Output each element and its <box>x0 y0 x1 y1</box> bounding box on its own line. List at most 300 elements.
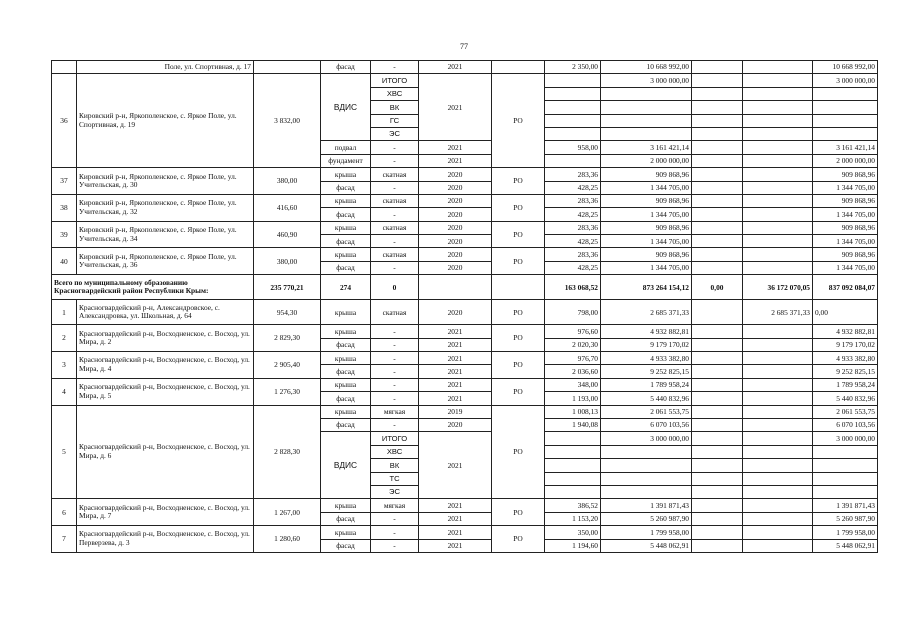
table-cell <box>743 432 813 445</box>
total-cell <box>813 472 878 485</box>
work-item-cell: фасад <box>321 181 371 194</box>
cost-cell: 1 789 958,24 <box>601 378 692 391</box>
table-cell: - <box>371 392 419 405</box>
subsystem-cell: ТС <box>371 472 419 485</box>
table-cell <box>743 338 813 351</box>
total-cell: 3 000 000,00 <box>813 74 878 87</box>
table-cell: - <box>371 235 419 248</box>
total-cell <box>813 114 878 127</box>
table-cell: - <box>371 61 419 74</box>
work-item-cell: крыша <box>321 378 371 391</box>
work-item-cell: фасад <box>321 235 371 248</box>
table-row <box>52 248 878 261</box>
year-cell: 2020 <box>419 194 492 207</box>
fund-cell: РО <box>492 526 545 553</box>
table-cell <box>743 154 813 167</box>
address-cell: Поле, ул. Спортивная, д. 17 <box>77 61 254 74</box>
cost-cell: 1 799 958,00 <box>601 526 692 539</box>
area-cell: 348,00 <box>545 378 601 391</box>
year-cell: 2020 <box>419 300 492 325</box>
table-cell: - <box>371 418 419 431</box>
area-cell: 283,36 <box>545 168 601 181</box>
table-cell <box>743 352 813 365</box>
table-cell <box>743 512 813 525</box>
table-cell <box>692 405 743 418</box>
table-cell <box>692 61 743 74</box>
vdis-cell: ВДИС <box>321 432 371 499</box>
cost-cell: 909 868,96 <box>601 248 692 261</box>
total-cell: 1 344 705,00 <box>813 181 878 194</box>
square-cell: 954,30 <box>254 300 321 325</box>
area-cell: 976,70 <box>545 352 601 365</box>
table-cell <box>743 235 813 248</box>
area-cell: 958,00 <box>545 141 601 154</box>
total-cell: 1 344 705,00 <box>813 208 878 221</box>
fund-cell: РО <box>492 378 545 405</box>
area-cell <box>545 101 601 114</box>
cost-cell: 909 868,96 <box>601 194 692 207</box>
table-cell <box>743 114 813 127</box>
area-cell: 1 940,08 <box>545 418 601 431</box>
square-cell: 1 276,30 <box>254 378 321 405</box>
area-cell <box>545 87 601 100</box>
fund-cell: РО <box>492 248 545 275</box>
table-cell <box>692 526 743 539</box>
cost-cell: 909 868,96 <box>601 168 692 181</box>
area-cell: 428,25 <box>545 208 601 221</box>
table-cell <box>743 248 813 261</box>
subsystem-cell: ИТОГО <box>371 74 419 87</box>
cost-cell <box>601 459 692 472</box>
cost-cell: 5 440 832,96 <box>601 392 692 405</box>
table-cell <box>743 325 813 338</box>
table-cell <box>692 472 743 485</box>
area-cell: 386,52 <box>545 499 601 512</box>
table-row <box>52 499 878 512</box>
year-cell: 2021 <box>419 365 492 378</box>
area-cell: 350,00 <box>545 526 601 539</box>
address-cell: Кировский р-н, Яркополенское, с. Яркое Поле, ул. Учительская, д. 34 <box>77 221 254 248</box>
total-cell: 909 868,96 <box>813 221 878 234</box>
table-cell <box>743 365 813 378</box>
fund-cell: РО <box>492 499 545 526</box>
table-cell <box>692 127 743 140</box>
table-cell <box>692 181 743 194</box>
row-number: 38 <box>52 194 77 221</box>
table-cell: - <box>371 526 419 539</box>
table-cell <box>692 338 743 351</box>
work-item-cell: фасад <box>321 512 371 525</box>
total-cell <box>813 127 878 140</box>
table-cell <box>52 61 77 74</box>
total-cell: 3 000 000,00 <box>813 432 878 445</box>
year-cell: 2020 <box>419 221 492 234</box>
area-cell: 1 008,13 <box>545 405 601 418</box>
table-cell <box>743 141 813 154</box>
cost-cell: 1 391 871,43 <box>601 499 692 512</box>
page-number: 77 <box>460 42 468 51</box>
address-cell: Кировский р-н, Яркополенское, с. Яркое Поле, ул. Учительская, д. 30 <box>77 168 254 195</box>
table-cell <box>692 365 743 378</box>
total-cell: 9 252 825,15 <box>813 365 878 378</box>
cost-cell: 9 179 170,02 <box>601 338 692 351</box>
year-cell: 2020 <box>419 235 492 248</box>
table-cell <box>692 512 743 525</box>
address-cell: Красногвардейский р-н, Восходненское, с. Восход, ул. Мира, д. 7 <box>77 499 254 526</box>
cost-cell: 1 344 705,00 <box>601 261 692 274</box>
cost-cell: 6 070 103,56 <box>601 418 692 431</box>
address-cell: Красногвардейский р-н, Восходненское, с. Восход, ул. Мира, д. 6 <box>77 405 254 499</box>
cost-cell <box>601 445 692 458</box>
cost-cell: 9 252 825,15 <box>601 365 692 378</box>
area-cell: 283,36 <box>545 221 601 234</box>
total-square: 235 770,21 <box>254 275 321 300</box>
address-cell: Кировский р-н, Яркополенское, с. Яркое Поле, ул. Учительская, д. 32 <box>77 194 254 221</box>
total-cell: 1 344 705,00 <box>813 235 878 248</box>
total-cell: 3 161 421,14 <box>813 141 878 154</box>
table-row <box>52 194 878 207</box>
work-item-cell: фасад <box>321 392 371 405</box>
year-cell: 2021 <box>419 539 492 552</box>
area-cell: 798,00 <box>545 300 601 325</box>
year-cell: 2021 <box>419 499 492 512</box>
table-cell: скатная <box>371 248 419 261</box>
total-cell: 10 668 992,00 <box>813 61 878 74</box>
table-row <box>52 221 878 234</box>
year-cell: 2021 <box>419 325 492 338</box>
address-cell: Кировский р-н, Яркополенское, с. Яркое Поле, ул. Спортивная, д. 19 <box>77 74 254 168</box>
work-item-cell: фасад <box>321 418 371 431</box>
square-cell: 380,00 <box>254 248 321 275</box>
table-cell: - <box>371 512 419 525</box>
cost-cell: 3 000 000,00 <box>601 432 692 445</box>
table-cell <box>692 208 743 221</box>
table-cell <box>743 101 813 114</box>
table-row <box>52 378 878 391</box>
fund-cell: РО <box>492 352 545 379</box>
area-cell: 428,25 <box>545 181 601 194</box>
work-item-cell: крыша <box>321 325 371 338</box>
table-cell <box>743 405 813 418</box>
work-item-cell: подвал <box>321 141 371 154</box>
subsystem-cell: ЭС <box>371 485 419 498</box>
table-cell: - <box>371 365 419 378</box>
table-cell <box>743 459 813 472</box>
cost-cell: 3 000 000,00 <box>601 74 692 87</box>
table-cell <box>743 499 813 512</box>
table-cell <box>692 141 743 154</box>
total-cell: 909 868,96 <box>813 168 878 181</box>
c2-cell: 2 685 371,33 <box>743 300 813 325</box>
area-cell: 1 193,00 <box>545 392 601 405</box>
table-cell <box>692 87 743 100</box>
address-cell: Кировский р-н, Яркополенское, с. Яркое Поле, ул. Учительская, д. 36 <box>77 248 254 275</box>
year-cell: 2021 <box>419 512 492 525</box>
year-cell: 2021 <box>419 74 492 141</box>
table-cell <box>692 352 743 365</box>
total-cost: 873 264 154,12 <box>601 275 692 300</box>
work-item-cell: фасад <box>321 208 371 221</box>
table-row <box>52 526 878 539</box>
square-cell: 416,60 <box>254 194 321 221</box>
year-cell: 2021 <box>419 61 492 74</box>
cost-cell: 4 932 882,81 <box>601 325 692 338</box>
year-cell: 2019 <box>419 405 492 418</box>
total-total: 837 092 084,07 <box>813 275 878 300</box>
subsystem-cell: ИТОГО <box>371 432 419 445</box>
table-cell <box>692 114 743 127</box>
year-cell: 2021 <box>419 432 492 499</box>
row-number: 39 <box>52 221 77 248</box>
table-cell: - <box>371 181 419 194</box>
table-cell: скатная <box>371 168 419 181</box>
table-cell <box>743 127 813 140</box>
total-cell: 909 868,96 <box>813 248 878 261</box>
work-item-cell: крыша <box>321 300 371 325</box>
square-cell: 1 280,60 <box>254 526 321 553</box>
address-cell: Красногвардейский р-н, Восходненское, с. Восход, ул. Мира, д. 2 <box>77 325 254 352</box>
total-c2: 36 172 070,05 <box>743 275 813 300</box>
row-number: 36 <box>52 74 77 168</box>
work-item-cell: фундамент <box>321 154 371 167</box>
total-area: 163 068,52 <box>545 275 601 300</box>
year-cell: 2020 <box>419 168 492 181</box>
total-cell: 5 448 062,91 <box>813 539 878 552</box>
work-item-cell: фасад <box>321 261 371 274</box>
cost-cell <box>601 485 692 498</box>
area-cell: 428,25 <box>545 235 601 248</box>
area-cell: 428,25 <box>545 261 601 274</box>
cost-cell: 4 933 382,80 <box>601 352 692 365</box>
fund-cell: РО <box>492 168 545 195</box>
table-cell <box>692 378 743 391</box>
table-cell <box>692 74 743 87</box>
work-item-cell: крыша <box>321 352 371 365</box>
year-cell: 2021 <box>419 392 492 405</box>
table-cell: - <box>371 338 419 351</box>
table-cell <box>743 221 813 234</box>
cost-cell: 1 344 705,00 <box>601 235 692 248</box>
subsystem-cell: ВК <box>371 101 419 114</box>
row-number: 1 <box>52 300 77 325</box>
area-cell <box>545 485 601 498</box>
table-cell <box>419 275 492 300</box>
table-cell: - <box>371 378 419 391</box>
row-number: 40 <box>52 248 77 275</box>
subsystem-cell: ГС <box>371 114 419 127</box>
area-cell: 283,36 <box>545 248 601 261</box>
table-cell <box>743 445 813 458</box>
table-cell <box>743 87 813 100</box>
table-cell <box>692 235 743 248</box>
work-item-cell: крыша <box>321 194 371 207</box>
total-cell: 2 000 000,00 <box>813 154 878 167</box>
table-cell <box>692 168 743 181</box>
total-cell <box>813 459 878 472</box>
table-cell <box>692 248 743 261</box>
fund-cell: РО <box>492 74 545 168</box>
fund-cell: РО <box>492 194 545 221</box>
year-cell: 2020 <box>419 261 492 274</box>
area-cell <box>545 154 601 167</box>
table-cell: - <box>371 352 419 365</box>
area-cell <box>545 445 601 458</box>
total-cell: 1 789 958,24 <box>813 378 878 391</box>
cost-cell: 5 448 062,91 <box>601 539 692 552</box>
work-item-cell: крыша <box>321 526 371 539</box>
vdis-cell: ВДИС <box>321 74 371 141</box>
work-item-cell: крыша <box>321 405 371 418</box>
table-cell <box>743 74 813 87</box>
work-item-cell: фасад <box>321 61 371 74</box>
table-cell <box>692 539 743 552</box>
subsystem-cell: ВК <box>371 459 419 472</box>
table-cell <box>743 485 813 498</box>
area-cell <box>545 459 601 472</box>
table-cell <box>692 499 743 512</box>
table-row <box>52 168 878 181</box>
row-number: 4 <box>52 378 77 405</box>
square-cell: 2 828,30 <box>254 405 321 499</box>
square-cell: 2 829,30 <box>254 325 321 352</box>
cost-cell <box>601 87 692 100</box>
total-cell: 5 260 987,90 <box>813 512 878 525</box>
year-cell: 2020 <box>419 418 492 431</box>
table-cell <box>692 194 743 207</box>
table-cell <box>743 539 813 552</box>
table-cell <box>743 378 813 391</box>
area-cell: 2 036,60 <box>545 365 601 378</box>
total-cell <box>813 445 878 458</box>
total-label: Всего по муниципальному образованию Красногвардейский район Республики Крым: <box>52 275 254 300</box>
subsystem-cell: ХВС <box>371 87 419 100</box>
work-item-cell: крыша <box>321 248 371 261</box>
total-cell: 5 440 832,96 <box>813 392 878 405</box>
subsystem-cell: ЭС <box>371 127 419 140</box>
fund-cell: РО <box>492 405 545 499</box>
area-cell: 2 020,30 <box>545 338 601 351</box>
total-cell <box>813 485 878 498</box>
table-cell <box>692 459 743 472</box>
area-cell <box>545 432 601 445</box>
table-cell <box>692 101 743 114</box>
area-cell: 1 153,20 <box>545 512 601 525</box>
square-cell: 380,00 <box>254 168 321 195</box>
work-item-cell: фасад <box>321 539 371 552</box>
table-cell <box>492 61 545 74</box>
row-number: 3 <box>52 352 77 379</box>
total-zero: 0 <box>371 275 419 300</box>
cost-cell <box>601 114 692 127</box>
year-cell: 2021 <box>419 154 492 167</box>
area-cell <box>545 114 601 127</box>
cost-cell <box>601 101 692 114</box>
address-cell: Красногвардейский р-н, Александровское, с. Александровка, ул. Школьная, д. 64 <box>77 300 254 325</box>
work-item-cell: крыша <box>321 221 371 234</box>
table-cell <box>692 261 743 274</box>
table-cell <box>743 472 813 485</box>
table-cell <box>692 432 743 445</box>
table-cell <box>743 208 813 221</box>
table-cell: - <box>371 539 419 552</box>
area-cell: 1 194,60 <box>545 539 601 552</box>
table-cell: - <box>371 141 419 154</box>
table-cell <box>692 418 743 431</box>
work-item-cell: крыша <box>321 168 371 181</box>
area-cell <box>545 74 601 87</box>
row-number: 5 <box>52 405 77 499</box>
year-cell: 2021 <box>419 378 492 391</box>
table-cell <box>692 221 743 234</box>
cost-cell: 1 344 705,00 <box>601 181 692 194</box>
table-cell <box>743 168 813 181</box>
table-row <box>52 74 878 87</box>
table-cell <box>692 392 743 405</box>
total-c1: 0,00 <box>692 275 743 300</box>
row-number: 6 <box>52 499 77 526</box>
cost-cell <box>601 127 692 140</box>
total-cell: 4 932 882,81 <box>813 325 878 338</box>
total-cell <box>813 87 878 100</box>
table-cell <box>743 392 813 405</box>
cost-cell: 2 685 371,33 <box>601 300 692 325</box>
table-cell <box>743 526 813 539</box>
year-cell: 2020 <box>419 208 492 221</box>
square-cell: 460,90 <box>254 221 321 248</box>
total-cell: 909 868,96 <box>813 194 878 207</box>
area-cell <box>545 127 601 140</box>
table-row <box>52 275 878 300</box>
table-cell <box>743 61 813 74</box>
table-cell <box>254 61 321 74</box>
total-count: 274 <box>321 275 371 300</box>
row-number: 2 <box>52 325 77 352</box>
year-cell: 2020 <box>419 248 492 261</box>
area-cell: 976,60 <box>545 325 601 338</box>
table-cell <box>692 154 743 167</box>
table-cell: скатная <box>371 194 419 207</box>
area-cell <box>545 472 601 485</box>
total-cell: 9 179 170,02 <box>813 338 878 351</box>
subsystem-cell: ХВС <box>371 445 419 458</box>
table-cell: скатная <box>371 221 419 234</box>
table-cell: мягкая <box>371 499 419 512</box>
cost-cell: 10 668 992,00 <box>601 61 692 74</box>
year-cell: 2021 <box>419 526 492 539</box>
table-cell <box>743 418 813 431</box>
table-cell <box>692 300 743 325</box>
table-row <box>52 61 878 74</box>
capital-repair-table <box>51 60 878 553</box>
square-cell: 3 832,00 <box>254 74 321 168</box>
address-cell: Красногвардейский р-н, Восходненское, с. Восход, ул. Перверзева, д. 3 <box>77 526 254 553</box>
table-row <box>52 352 878 365</box>
area-cell: 283,36 <box>545 194 601 207</box>
work-item-cell: крыша <box>321 499 371 512</box>
year-cell: 2021 <box>419 338 492 351</box>
table-row <box>52 325 878 338</box>
total-cell: 2 061 553,75 <box>813 405 878 418</box>
table-cell <box>692 445 743 458</box>
address-cell: Красногвардейский р-н, Восходненское, с. Восход, ул. Мира, д. 4 <box>77 352 254 379</box>
square-cell: 1 267,00 <box>254 499 321 526</box>
total-cell: 4 933 382,80 <box>813 352 878 365</box>
total-cell: 0,00 <box>813 300 878 325</box>
table-cell <box>692 485 743 498</box>
table-cell: - <box>371 208 419 221</box>
table-row <box>52 300 878 325</box>
fund-cell: РО <box>492 221 545 248</box>
